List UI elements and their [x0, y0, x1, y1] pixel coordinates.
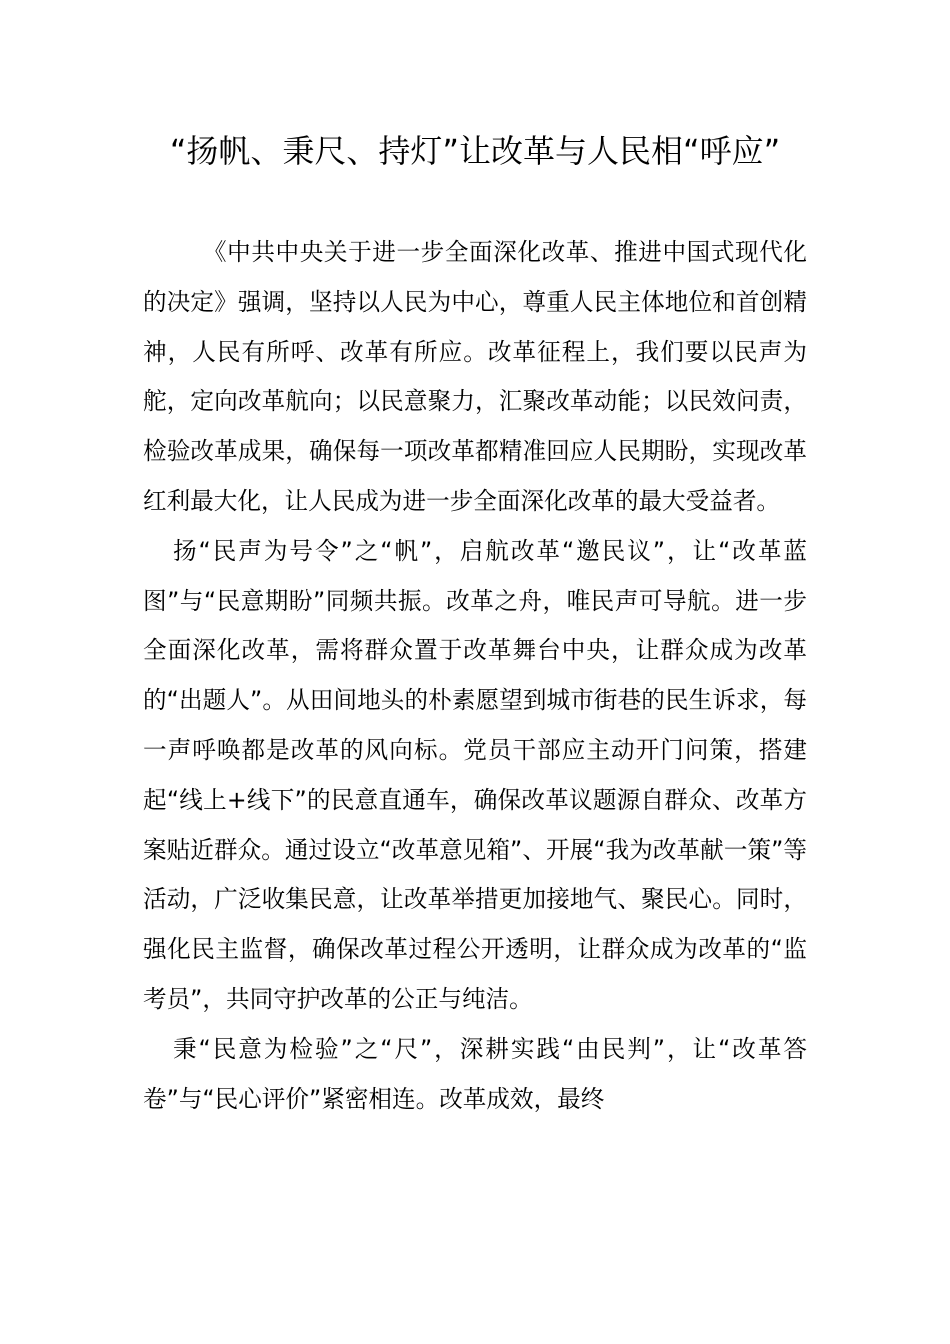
paragraph-ruler: 秉“民意为检验”之“尺”，深耕实践“由民判”，让“改革答卷”与“民心评价”紧密相连。改革成效，最终: [143, 1034, 807, 1113]
paragraph-intro: 《中共中央关于进一步全面深化改革、推进中国式现代化的决定》强调，坚持以人民为中心，尊重人民主体地位和首创精神，人民有所呼、改革有所应。改革征程上，我们要以民声为舵，定向改革航向；以民意聚力，汇聚改革动能；以民效问责，检验改革成果，确保每一项改革都精准回应人民期盼，实现改革红利最大化，让人民成为进一步全面深化改革的最大受益者。: [143, 238, 807, 515]
paragraph-sail: 扬“民声为号令”之“帆”，启航改革“邀民议”，让“改革蓝图”与“民意期盼”同频共振。改革之舟，唯民声可导航。进一步全面深化改革，需将群众置于改革舞台中央，让群众成为改革的“出题人”。从田间地头的朴素愿望到城市街巷的民生诉求，每一声呼唤都是改革的风向标。党员干部应主动开门问策，搭建起“线上+线下”的民意直通车，确保改革议题源自群众、改革方案贴近群众。通过设立“改革意见箱”、开展“我为改革献一策”等活动，广泛收集民意，让改革举措更加接地气、聚民心。同时，强化民主监督，确保改革过程公开透明，让群众成为改革的“监考员”，共同守护改革的公正与纯洁。: [143, 536, 807, 1013]
document-title: “扬帆、秉尺、持灯”让改革与人民相“呼应”: [169, 132, 781, 170]
document-body: [143, 228, 807, 1124]
